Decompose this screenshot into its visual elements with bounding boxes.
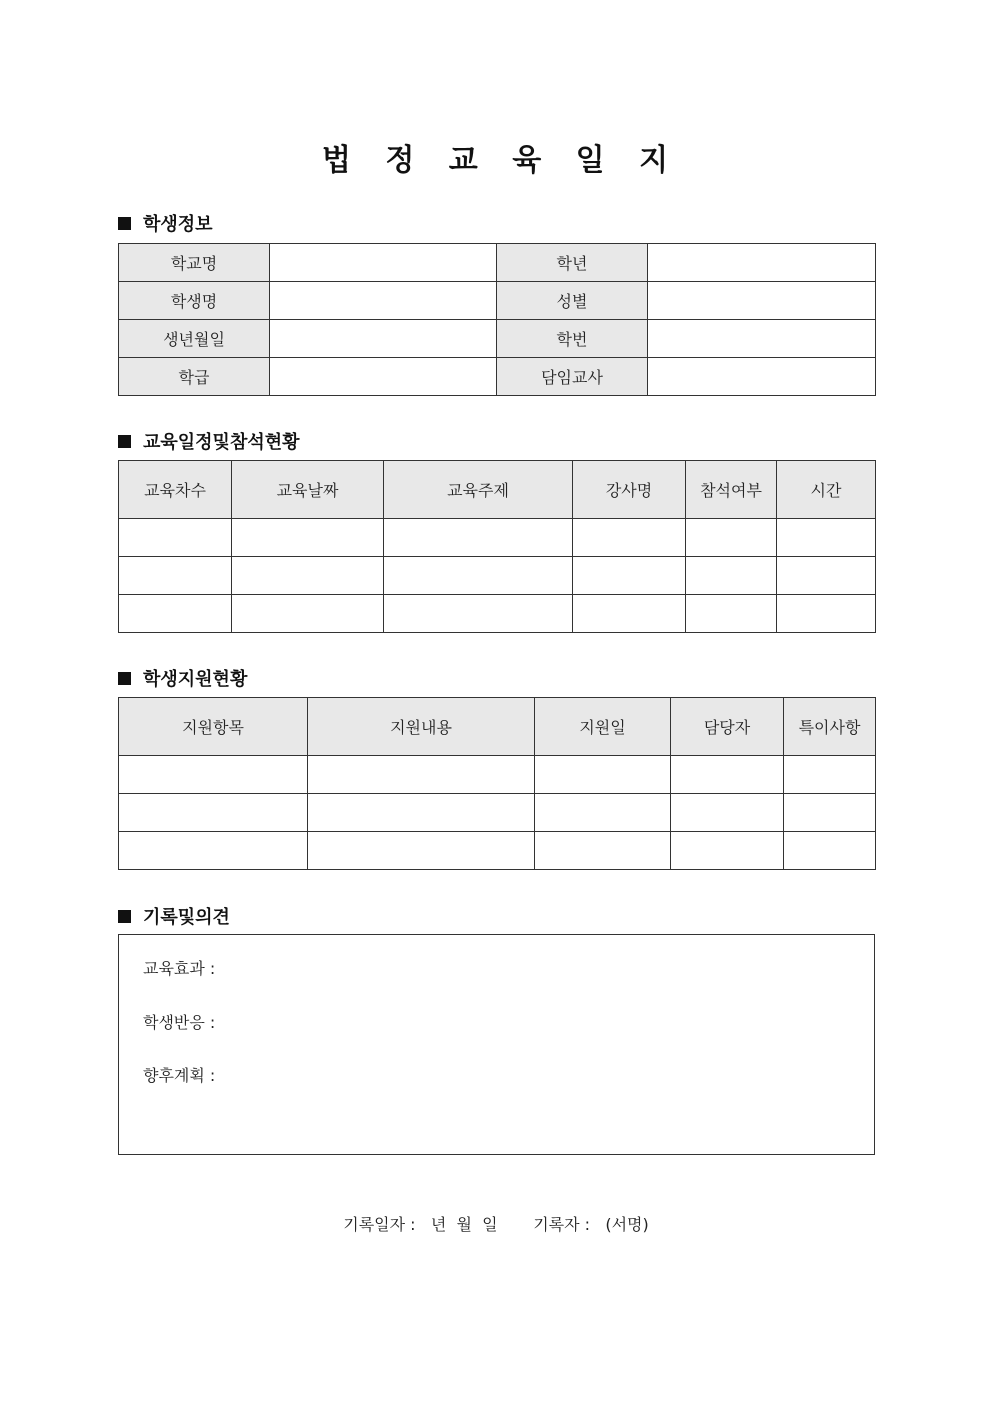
column-header: 특이사항 — [784, 698, 876, 756]
student-info-table — [118, 243, 876, 396]
table-row — [119, 358, 876, 396]
section-title: 학생지원현황 — [143, 669, 248, 690]
day-label: 일 — [482, 1215, 498, 1234]
table-cell[interactable] — [686, 595, 777, 633]
table-cell[interactable] — [232, 557, 384, 595]
table-row — [119, 595, 876, 633]
column-header: 강사명 — [573, 461, 686, 519]
section-heading-schedule — [118, 428, 300, 454]
label-cell: 생년월일 — [119, 320, 270, 358]
table-cell[interactable] — [232, 519, 384, 557]
table-cell[interactable] — [777, 519, 876, 557]
table-cell[interactable] — [535, 832, 671, 870]
grade-field[interactable] — [648, 244, 876, 282]
year-label: 년 — [430, 1215, 447, 1234]
label-cell: 학번 — [497, 320, 648, 358]
class-field[interactable] — [270, 358, 497, 396]
table-cell[interactable] — [777, 557, 876, 595]
table-cell[interactable] — [573, 557, 686, 595]
footer — [0, 1212, 992, 1235]
title-char: 일 — [575, 143, 607, 178]
table-row — [119, 282, 876, 320]
table-row — [119, 794, 876, 832]
recorder-label: 기록자 : — [533, 1215, 591, 1234]
table-row — [119, 320, 876, 358]
section-heading-notes — [118, 903, 230, 929]
square-bullet-icon — [118, 435, 131, 448]
table-cell[interactable] — [784, 794, 876, 832]
table-cell[interactable] — [119, 557, 232, 595]
square-bullet-icon — [118, 910, 131, 923]
page-title — [0, 135, 992, 179]
table-cell[interactable] — [119, 794, 308, 832]
label-cell: 성별 — [497, 282, 648, 320]
table-header-row — [119, 461, 876, 519]
section-heading-student-info — [118, 210, 213, 236]
column-header: 담당자 — [671, 698, 784, 756]
table-row — [119, 756, 876, 794]
table-cell[interactable] — [784, 756, 876, 794]
table-header-row — [119, 698, 876, 756]
student-name-field[interactable] — [270, 282, 497, 320]
table-cell[interactable] — [535, 756, 671, 794]
title-char: 교 — [448, 143, 480, 178]
table-cell[interactable] — [573, 519, 686, 557]
table-cell[interactable] — [777, 595, 876, 633]
column-header: 지원내용 — [308, 698, 535, 756]
table-row — [119, 519, 876, 557]
table-cell[interactable] — [384, 595, 573, 633]
section-title: 학생정보 — [143, 214, 213, 235]
table-cell[interactable] — [308, 756, 535, 794]
column-header: 교육날짜 — [232, 461, 384, 519]
table-cell[interactable] — [232, 595, 384, 633]
school-name-field[interactable] — [270, 244, 497, 282]
month-label: 월 — [456, 1215, 472, 1234]
birthdate-field[interactable] — [270, 320, 497, 358]
square-bullet-icon — [118, 672, 131, 685]
table-cell[interactable] — [671, 832, 784, 870]
section-heading-support — [118, 665, 247, 691]
table-cell[interactable] — [308, 832, 535, 870]
column-header: 참석여부 — [686, 461, 777, 519]
table-row — [119, 832, 876, 870]
column-header: 시간 — [777, 461, 876, 519]
title-char: 육 — [512, 143, 544, 178]
table-cell[interactable] — [119, 519, 232, 557]
table-cell[interactable] — [119, 756, 308, 794]
column-header: 지원항목 — [119, 698, 308, 756]
support-table — [118, 697, 876, 870]
signature-label: (서명) — [605, 1215, 649, 1234]
title-char: 정 — [385, 143, 417, 178]
title-char: 법 — [321, 143, 353, 178]
table-row — [119, 244, 876, 282]
student-number-field[interactable] — [648, 320, 876, 358]
section-title: 기록및의견 — [143, 907, 230, 928]
label-cell: 학생명 — [119, 282, 270, 320]
table-cell[interactable] — [671, 794, 784, 832]
student-reaction-label: 학생반응 : — [143, 1013, 216, 1032]
table-cell[interactable] — [671, 756, 784, 794]
education-effect-label: 교육효과 : — [143, 959, 216, 978]
table-cell[interactable] — [535, 794, 671, 832]
table-cell[interactable] — [573, 595, 686, 633]
column-header: 교육차수 — [119, 461, 232, 519]
column-header: 교육주제 — [384, 461, 573, 519]
table-cell[interactable] — [784, 832, 876, 870]
label-cell: 학년 — [497, 244, 648, 282]
label-cell: 학교명 — [119, 244, 270, 282]
table-cell[interactable] — [384, 557, 573, 595]
homeroom-teacher-field[interactable] — [648, 358, 876, 396]
future-plan-label: 향후계획 : — [143, 1066, 216, 1085]
table-cell[interactable] — [686, 557, 777, 595]
table-cell[interactable] — [686, 519, 777, 557]
table-row — [119, 557, 876, 595]
table-cell[interactable] — [119, 832, 308, 870]
table-cell[interactable] — [384, 519, 573, 557]
label-cell: 학급 — [119, 358, 270, 396]
title-char: 지 — [639, 143, 671, 178]
column-header: 지원일 — [535, 698, 671, 756]
square-bullet-icon — [118, 217, 131, 230]
record-date-label: 기록일자 : — [343, 1215, 416, 1234]
table-cell[interactable] — [308, 794, 535, 832]
section-title: 교육일정및참석현황 — [143, 432, 300, 453]
label-cell: 담임교사 — [497, 358, 648, 396]
gender-field[interactable] — [648, 282, 876, 320]
notes-box[interactable] — [118, 934, 875, 1155]
table-cell[interactable] — [119, 595, 232, 633]
schedule-table — [118, 460, 876, 633]
